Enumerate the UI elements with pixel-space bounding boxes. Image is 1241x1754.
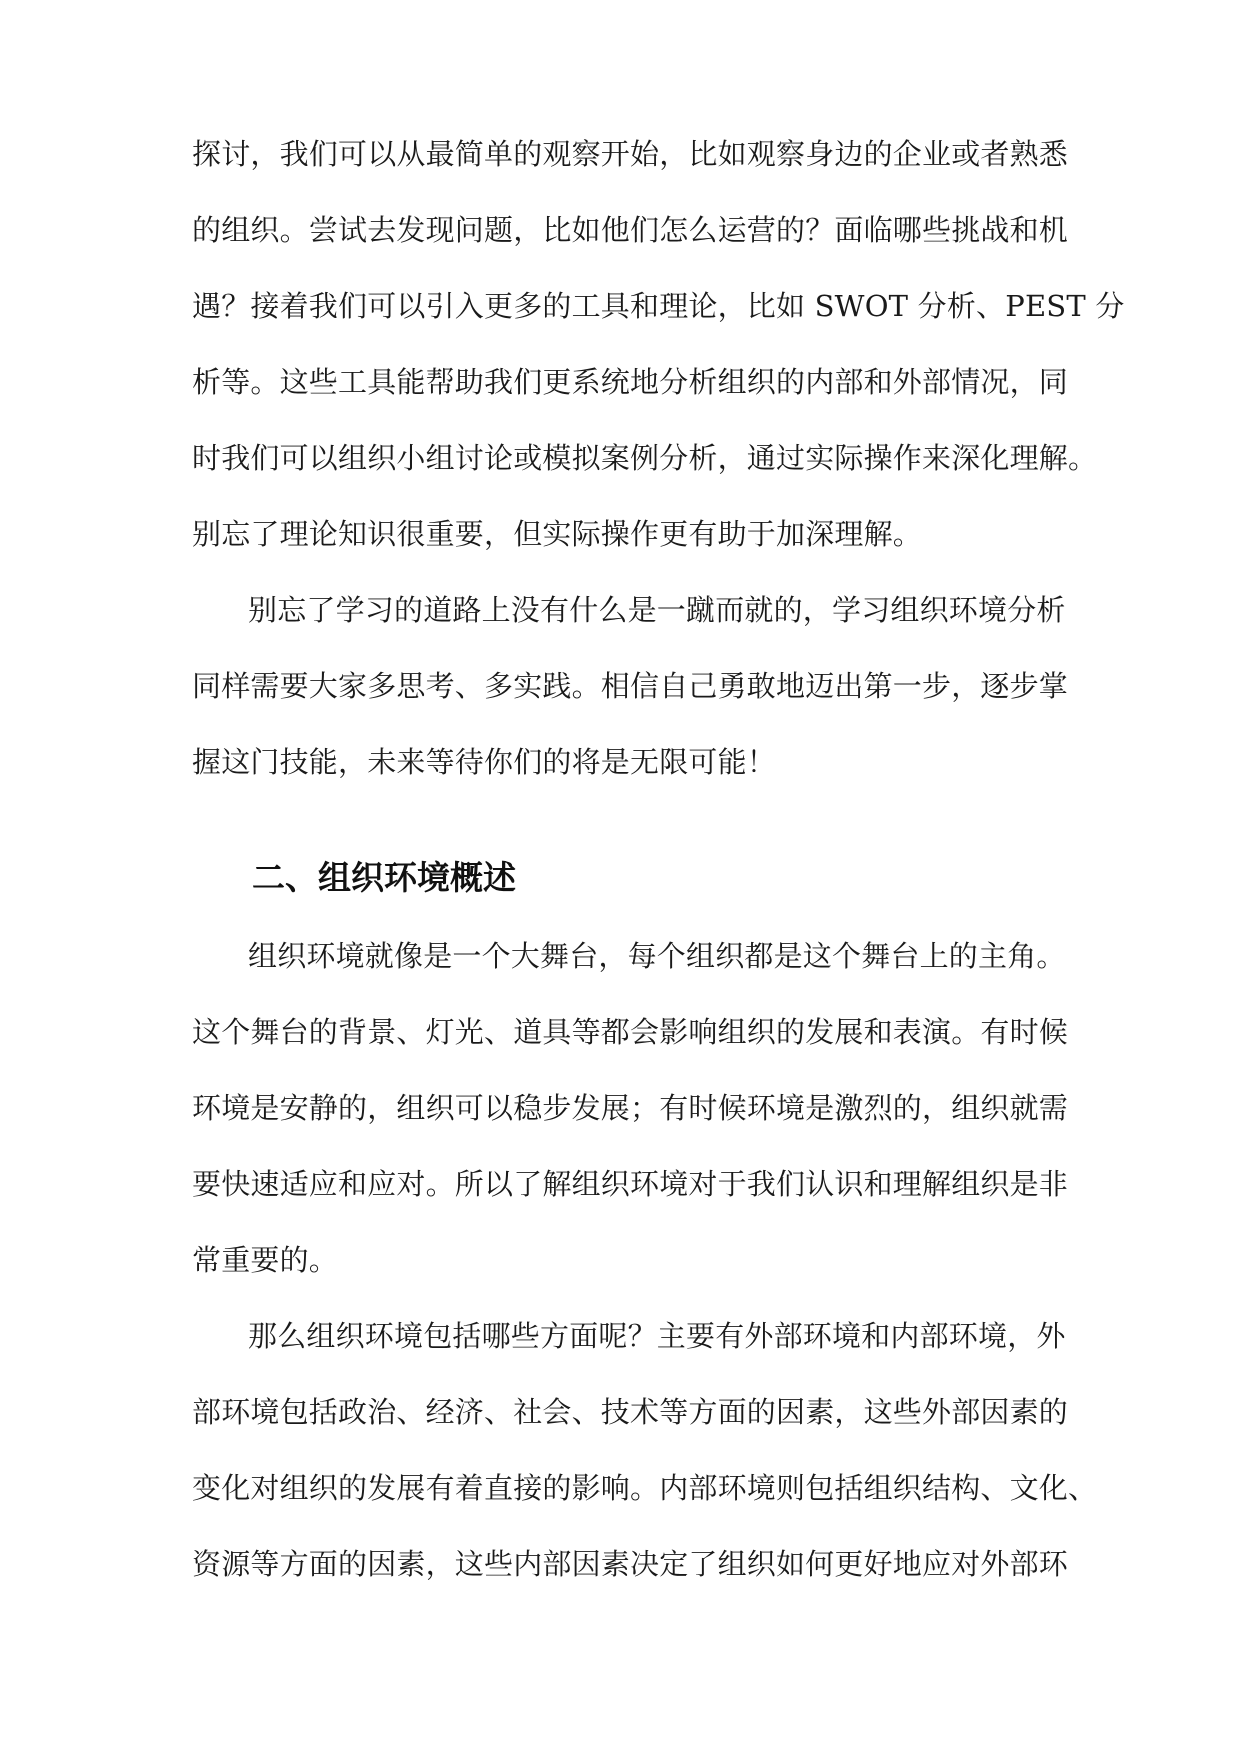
paragraph-line: 握这门技能，未来等待你们的将是无限可能！ xyxy=(192,745,777,779)
paragraph-line: 析等。这些工具能帮助我们更系统地分析组织的内部和外部情况，同 xyxy=(192,365,1069,399)
paragraph-line: 常重要的。 xyxy=(192,1243,339,1277)
paragraph-line: 变化对组织的发展有着直接的影响。内部环境则包括组织结构、文化、 xyxy=(192,1471,1098,1505)
paragraph-line: 别忘了学习的道路上没有什么是一蹴而就的，学习组织环境分析 xyxy=(248,593,1066,627)
paragraph-line: 要快速适应和应对。所以了解组织环境对于我们认识和理解组织是非 xyxy=(192,1167,1069,1201)
paragraph-line: 这个舞台的背景、灯光、道具等都会影响组织的发展和表演。有时候 xyxy=(192,1015,1069,1049)
section-heading: 二、组织环境概述 xyxy=(252,858,516,897)
paragraph-line: 那么组织环境包括哪些方面呢？主要有外部环境和内部环境，外 xyxy=(248,1319,1066,1353)
paragraph-line: 的组织。尝试去发现问题，比如他们怎么运营的？面临哪些挑战和机 xyxy=(192,213,1069,247)
paragraph-line: 时我们可以组织小组讨论或模拟案例分析，通过实际操作来深化理解。 xyxy=(192,441,1098,475)
paragraph-line: 探讨，我们可以从最简单的观察开始，比如观察身边的企业或者熟悉 xyxy=(192,137,1069,171)
paragraph-line: 部环境包括政治、经济、社会、技术等方面的因素，这些外部因素的 xyxy=(192,1395,1069,1429)
paragraph-line: 环境是安静的，组织可以稳步发展；有时候环境是激烈的，组织就需 xyxy=(192,1091,1069,1125)
paragraph-line: 同样需要大家多思考、多实践。相信自己勇敢地迈出第一步，逐步掌 xyxy=(192,669,1069,703)
paragraph-line: 组织环境就像是一个大舞台，每个组织都是这个舞台上的主角。 xyxy=(248,939,1066,973)
paragraph-line: 遇？接着我们可以引入更多的工具和理论，比如 SWOT 分析、PEST 分 xyxy=(192,289,1125,323)
paragraph-line: 资源等方面的因素，这些内部因素决定了组织如何更好地应对外部环 xyxy=(192,1547,1069,1581)
paragraph-line: 别忘了理论知识很重要，但实际操作更有助于加深理解。 xyxy=(192,517,923,551)
